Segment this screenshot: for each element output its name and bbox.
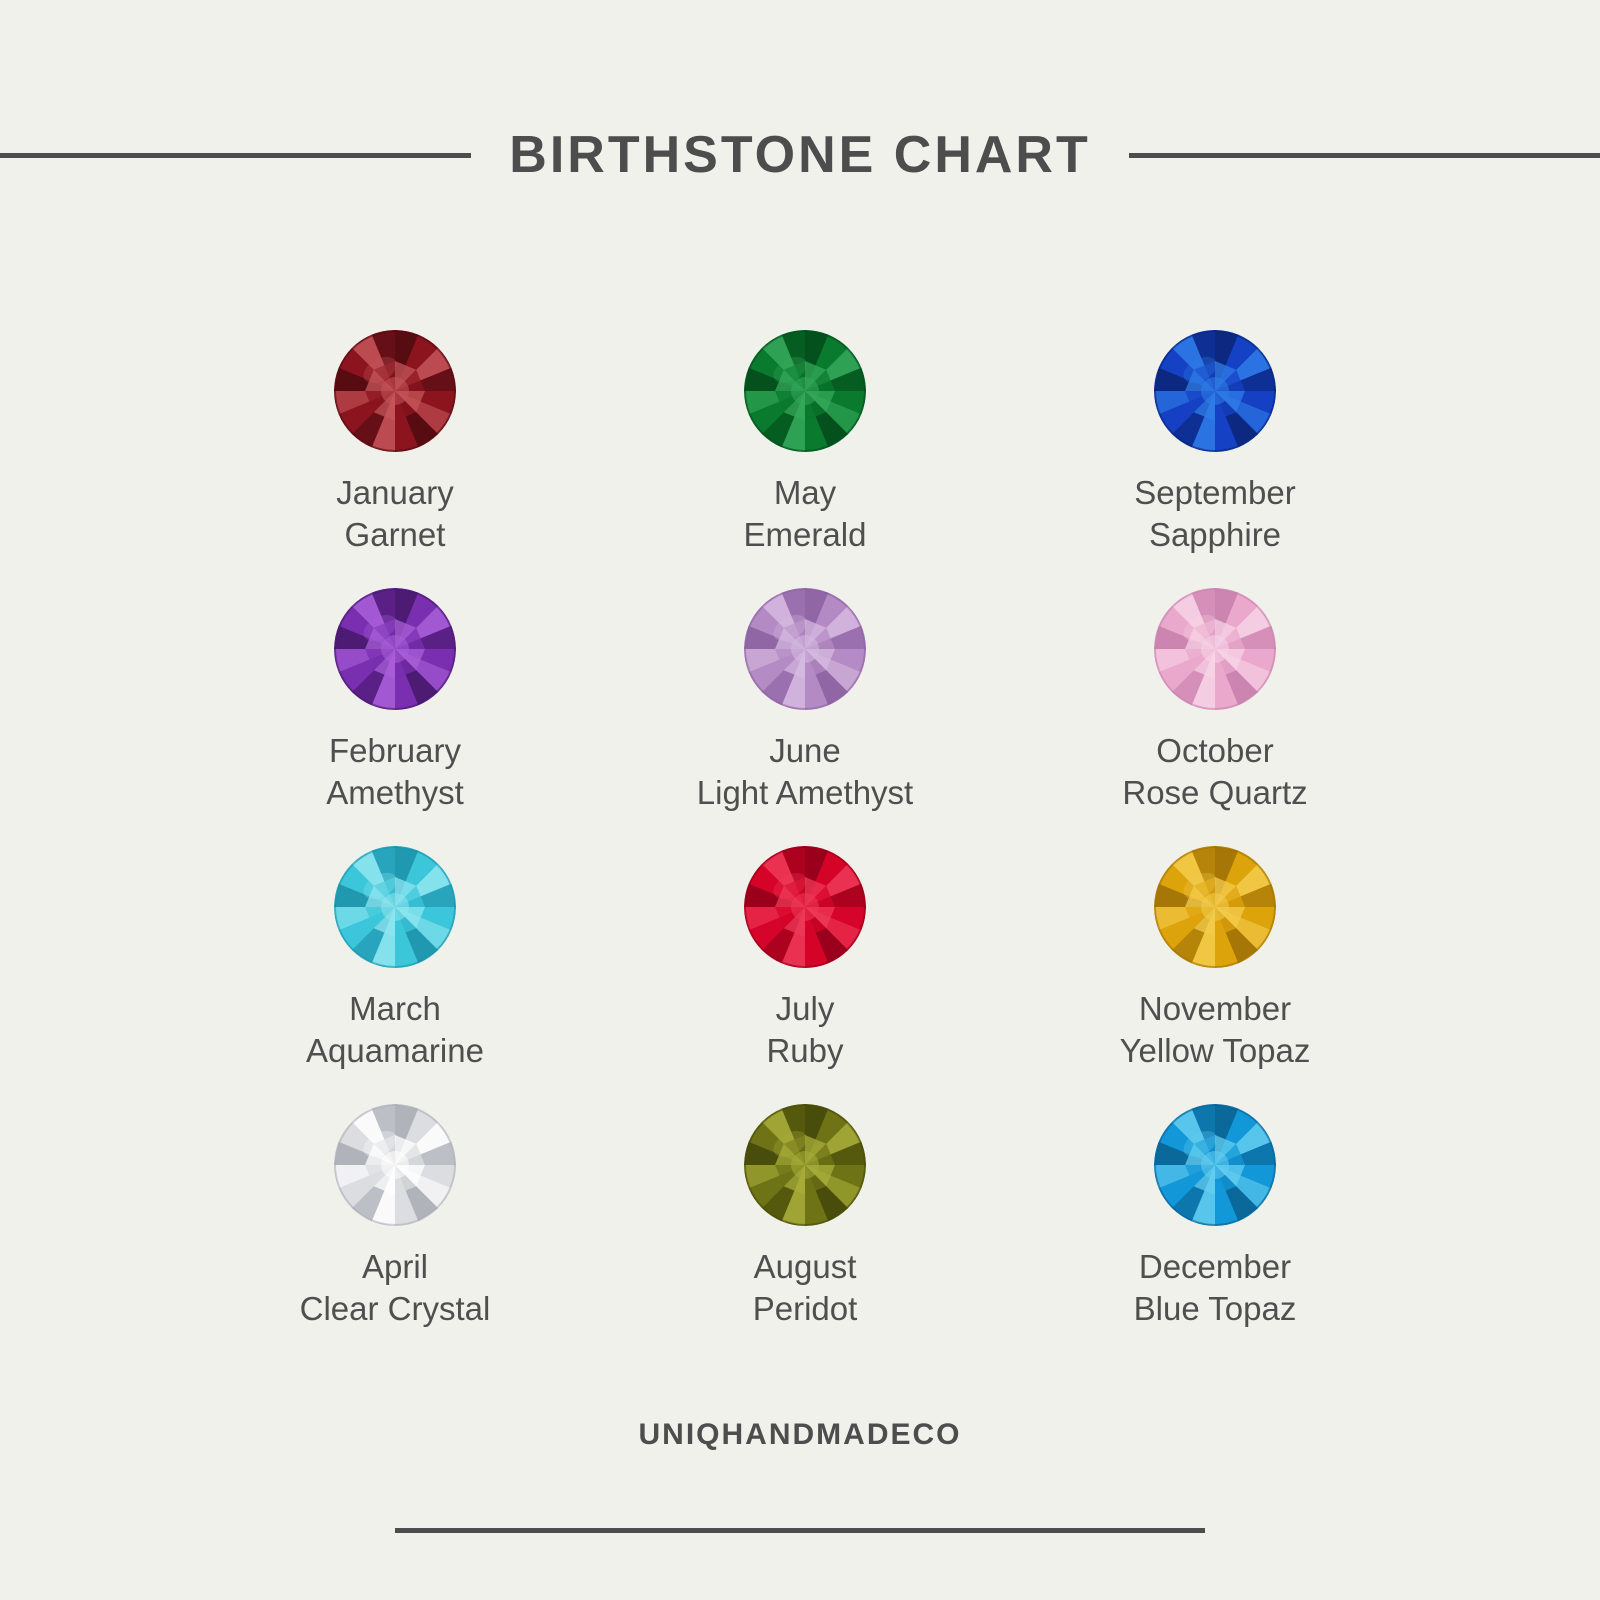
header-rule-right: [1129, 153, 1600, 158]
birthstone-labels: [336, 472, 453, 556]
gemstone-icon: [1154, 846, 1276, 968]
stone-label: Blue Topaz: [1133, 1290, 1297, 1328]
birthstone-labels: [1120, 988, 1311, 1072]
birthstone-cell: [190, 1104, 600, 1362]
birthstone-labels: [326, 730, 464, 814]
stone-label: Sapphire: [1148, 516, 1282, 554]
stone-label: Rose Quartz: [1122, 774, 1308, 812]
month-label: April: [361, 1248, 428, 1285]
birthstone-labels: [753, 1246, 858, 1330]
birthstone-cell: [190, 846, 600, 1104]
gemstone-icon: [1154, 330, 1276, 452]
birthstone-labels: [1122, 730, 1307, 814]
gemstone-icon: [334, 330, 456, 452]
birthstone-cell: [600, 588, 1010, 846]
stone-label: Peridot: [752, 1290, 858, 1328]
birthstone-labels: [744, 472, 867, 556]
stone-label: Ruby: [766, 1032, 844, 1070]
birthstone-cell: [1010, 588, 1420, 846]
month-label: December: [1138, 1248, 1292, 1285]
birthstone-labels: [300, 1246, 491, 1330]
gemstone-icon: [334, 588, 456, 710]
birthstone-labels: [766, 988, 843, 1072]
month-label: January: [336, 474, 454, 511]
birthstone-cell: [190, 588, 600, 846]
gemstone-icon: [334, 1104, 456, 1226]
stone-label: Yellow Topaz: [1119, 1032, 1311, 1070]
birthstone-cell: [1010, 330, 1420, 588]
gemstone-icon: [744, 330, 866, 452]
month-label: June: [769, 732, 841, 769]
gemstone-icon: [744, 846, 866, 968]
birthstone-cell: [600, 846, 1010, 1104]
gemstone-icon: [1154, 588, 1276, 710]
brand-name: UNIQHANDMADECO: [638, 1418, 962, 1451]
month-label: July: [775, 990, 835, 1027]
gemstone-icon: [744, 588, 866, 710]
footer-rule: [395, 1528, 1205, 1533]
stone-label: Aquamarine: [306, 1032, 484, 1070]
birthstone-labels: [306, 988, 484, 1072]
month-label: November: [1138, 990, 1292, 1027]
header-rule-left: [0, 153, 471, 158]
month-label: March: [349, 990, 441, 1027]
month-label: May: [773, 474, 837, 511]
stone-label: Emerald: [743, 516, 867, 554]
month-label: February: [328, 732, 462, 769]
stone-label: Light Amethyst: [696, 774, 914, 812]
month-label: August: [753, 1248, 857, 1285]
birthstone-labels: [1134, 472, 1295, 556]
chart-header: [0, 110, 1600, 200]
stone-label: Clear Crystal: [299, 1290, 491, 1328]
gemstone-icon: [334, 846, 456, 968]
birthstone-cell: [600, 1104, 1010, 1362]
birthstone-labels: [1134, 1246, 1297, 1330]
birthstone-cell: [1010, 1104, 1420, 1362]
gemstone-icon: [1154, 1104, 1276, 1226]
birthstone-cell: [190, 330, 600, 588]
birthstone-grid: [190, 330, 1420, 1362]
stone-label: Amethyst: [326, 774, 464, 812]
birthstone-cell: [600, 330, 1010, 588]
month-label: October: [1156, 732, 1274, 769]
stone-label: Garnet: [344, 516, 446, 554]
birthstone-labels: [697, 730, 913, 814]
page-title: BIRTHSTONE CHART: [509, 126, 1091, 184]
month-label: September: [1134, 474, 1296, 511]
gemstone-icon: [744, 1104, 866, 1226]
birthstone-cell: [1010, 846, 1420, 1104]
